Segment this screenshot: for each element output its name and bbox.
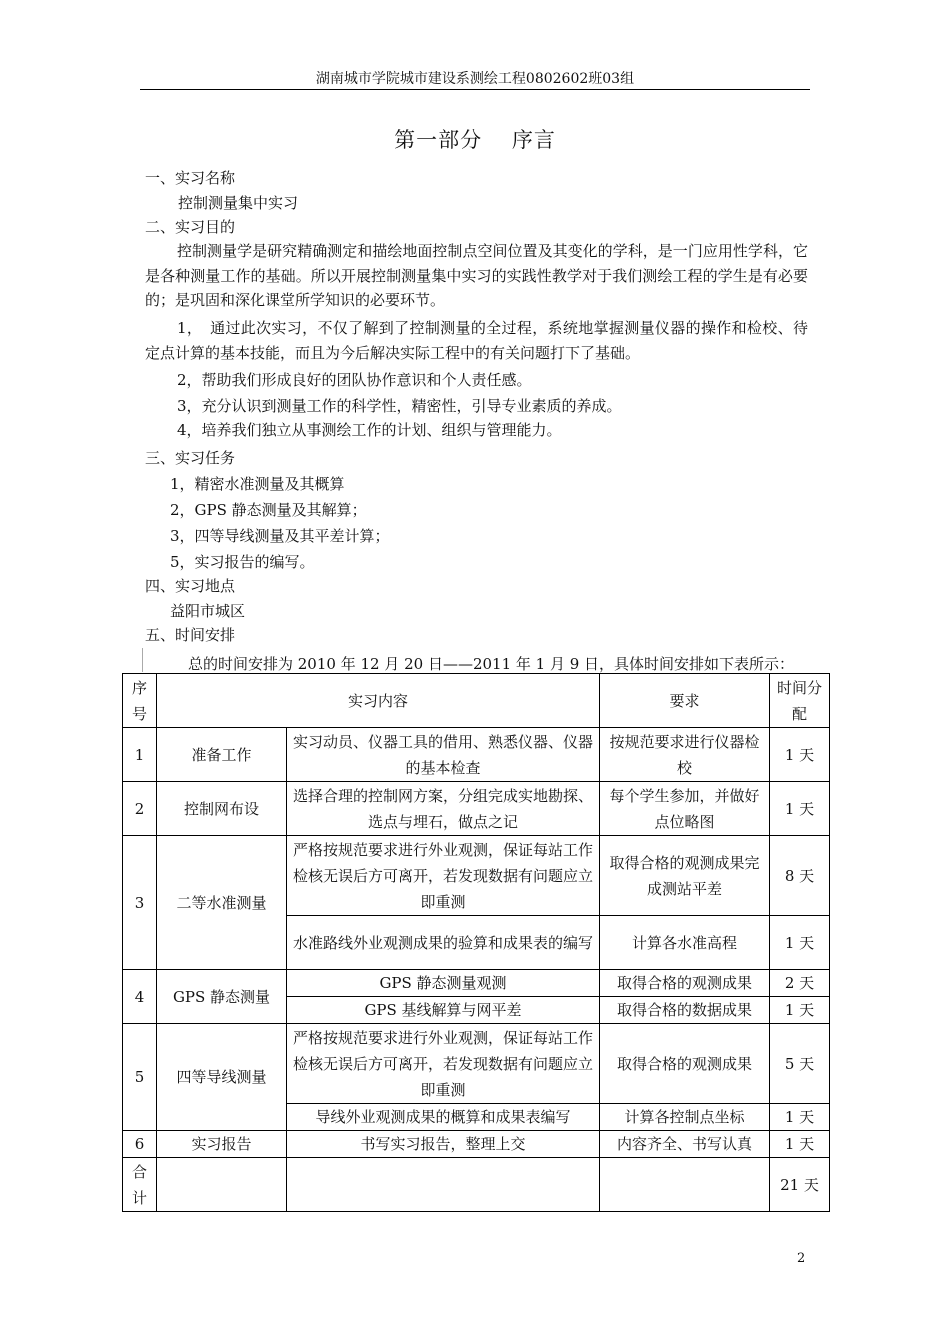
purpose-item-4: 4，培养我们独立从事测绘工作的计划、组织与管理能力。	[177, 421, 562, 439]
row-requirement: 计算各控制点坐标	[600, 1104, 770, 1131]
section-2-heading: 二、实习目的	[145, 218, 236, 236]
header-content: 实习内容	[157, 674, 600, 728]
total-empty-1	[157, 1158, 287, 1212]
row-no: 3	[123, 836, 157, 970]
purpose-item-3: 3，充分认识到测量工作的科学性，精密性，引导专业素质的养成。	[177, 397, 622, 415]
row-time: 1 天	[770, 1131, 830, 1158]
row-detail: GPS 基线解算与网平差	[287, 997, 600, 1024]
row-requirement: 计算各水准高程	[600, 916, 770, 970]
purpose-intro: 控制测量学是研究精确测定和描绘地面控制点空间位置及其变化的学科，是一门应用性学科，它是各种测量工作的基础。所以开展控制测量集中实习的实践性教学对于我们测绘工程的学生是有必要的；是巩固和深化课堂所学知识的必要环节。	[145, 242, 808, 309]
table-row	[123, 970, 830, 997]
row-detail: 实习动员、仪器工具的借用、熟悉仪器、仪器的基本检查	[287, 728, 600, 782]
total-empty-2	[287, 1158, 600, 1212]
header-no: 序号	[123, 674, 157, 728]
total-label: 合计	[123, 1158, 157, 1212]
row-time: 1 天	[770, 916, 830, 970]
row-detail: 选择合理的控制网方案，分组完成实地勘探、选点与埋石，做点之记	[287, 782, 600, 836]
row-detail: 书写实习报告，整理上交	[287, 1131, 600, 1158]
row-time: 1 天	[770, 782, 830, 836]
row-time: 1 天	[770, 997, 830, 1024]
row-task: 控制网布设	[157, 782, 287, 836]
row-requirement: 内容齐全、书写认真	[600, 1131, 770, 1158]
section-1-heading: 一、实习名称	[145, 169, 236, 187]
row-time: 1 天	[770, 1104, 830, 1131]
table-header-row	[123, 674, 830, 728]
total-time: 21 天	[770, 1158, 830, 1212]
header-requirement: 要求	[600, 674, 770, 728]
row-task: GPS 静态测量	[157, 970, 287, 1024]
row-task: 准备工作	[157, 728, 287, 782]
row-time: 2 天	[770, 970, 830, 997]
row-no: 1	[123, 728, 157, 782]
row-no: 2	[123, 782, 157, 836]
section-5-heading: 五、时间安排	[145, 626, 236, 644]
schedule-intro: 总的时间安排为 2010 年 12 月 20 日——2011 年 1 月 9 日，具体时间安排如下表所示：	[188, 655, 795, 673]
row-task: 实习报告	[157, 1131, 287, 1158]
table-total-row	[123, 1158, 830, 1212]
row-detail: 导线外业观测成果的概算和成果表编写	[287, 1104, 600, 1131]
row-detail: 严格按规范要求进行外业观测，保证每站工作检核无误后方可离开，若发现数据有问题应立即重测	[287, 1024, 600, 1104]
row-time: 8 天	[770, 836, 830, 916]
section-4-heading: 四、实习地点	[145, 577, 236, 595]
table-row	[123, 1024, 830, 1104]
purpose-item-1: 1， 通过此次实习，不仅了解到了控制测量的全过程，系统地掌握测量仪器的操作和检校、待定点计算的基本技能，而且为今后解决实际工程中的有关问题打下了基础。	[145, 319, 808, 362]
task-item-3: 3，四等导线测量及其平差计算；	[170, 527, 390, 545]
row-requirement: 取得合格的数据成果	[600, 997, 770, 1024]
row-requirement: 取得合格的观测成果完成测站平差	[600, 836, 770, 916]
row-detail: 水准路线外业观测成果的验算和成果表的编写	[287, 916, 600, 970]
table-row	[123, 836, 830, 916]
purpose-item-2: 2，帮助我们形成良好的团队协作意识和个人责任感。	[177, 371, 532, 389]
page-title: 第一部分 序言	[394, 128, 556, 152]
table-row	[123, 782, 830, 836]
location: 益阳市城区	[170, 602, 246, 620]
row-task: 四等导线测量	[157, 1024, 287, 1131]
row-requirement: 每个学生参加，并做好点位略图	[600, 782, 770, 836]
task-item-1: 1，精密水准测量及其概算	[170, 475, 345, 493]
task-item-2: 2，GPS 静态测量及其解算；	[170, 501, 367, 519]
total-empty-3	[600, 1158, 770, 1212]
table-row	[123, 1131, 830, 1158]
internship-name: 控制测量集中实习	[178, 194, 299, 212]
row-task: 二等水准测量	[157, 836, 287, 970]
row-detail: 严格按规范要求进行外业观测，保证每站工作检核无误后方可离开，若发现数据有问题应立即重测	[287, 836, 600, 916]
section-3-heading: 三、实习任务	[145, 449, 236, 467]
page-number: 2	[797, 1251, 806, 1266]
margin-mark	[142, 648, 143, 672]
header-time: 时间分配	[770, 674, 830, 728]
row-requirement: 取得合格的观测成果	[600, 1024, 770, 1104]
row-time: 1 天	[770, 728, 830, 782]
schedule-table	[122, 673, 830, 1212]
page-header: 湖南城市学院城市建设系测绘工程0802602班03组	[140, 70, 810, 90]
row-detail: GPS 静态测量观测	[287, 970, 600, 997]
row-no: 4	[123, 970, 157, 1024]
table-row	[123, 728, 830, 782]
row-requirement: 取得合格的观测成果	[600, 970, 770, 997]
row-requirement: 按规范要求进行仪器检校	[600, 728, 770, 782]
row-time: 5 天	[770, 1024, 830, 1104]
row-no: 6	[123, 1131, 157, 1158]
task-item-4: 5，实习报告的编写。	[170, 553, 315, 571]
row-no: 5	[123, 1024, 157, 1131]
